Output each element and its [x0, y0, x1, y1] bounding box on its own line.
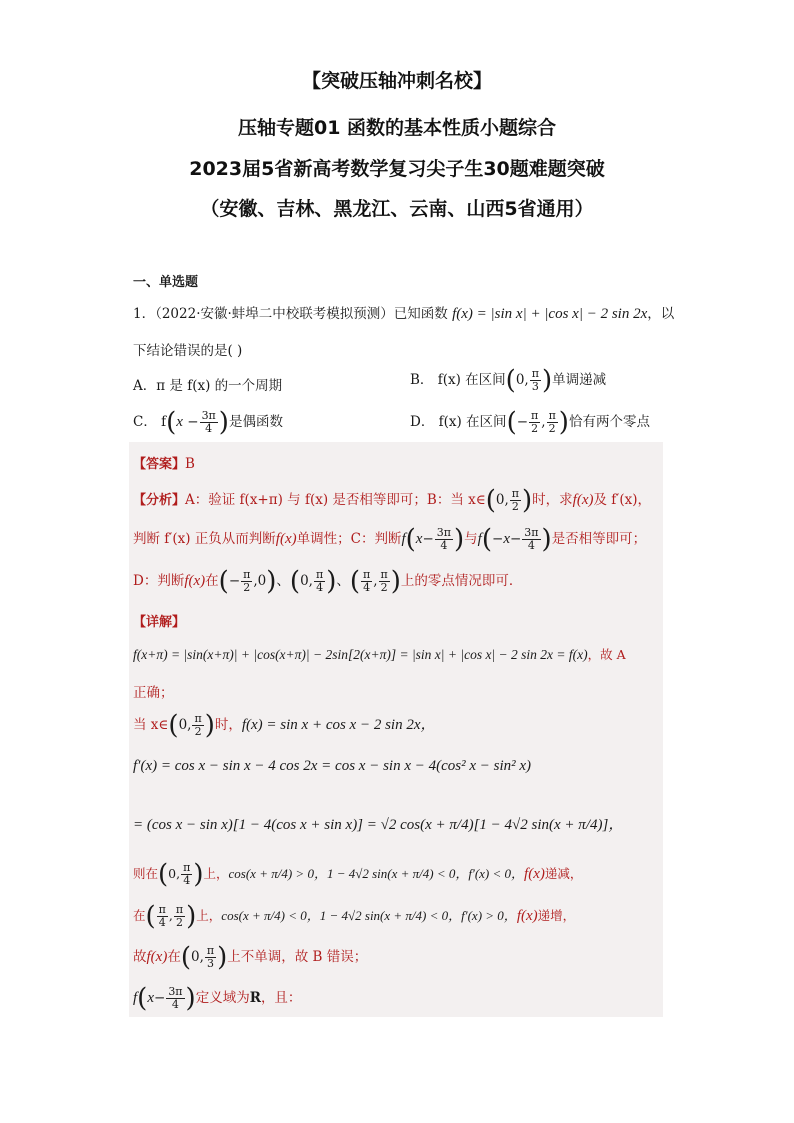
fraction-pi-over-2: $\frac{\pi}{2}$ [380, 568, 388, 594]
paren-right: ) [193, 859, 204, 890]
detail-text: 在 [167, 949, 181, 965]
analysis-line-3: D：判断f(x)在(− $\frac{\pi}{2}$ ,0)、(0, $\frac{\pi}{4}$ )、( $\frac{\pi}{4}$ , $\frac{\pi}{2}$ )上的零点情况即可． [133, 566, 523, 597]
detail-line-5 [133, 813, 623, 834]
paren-right: ) [185, 983, 196, 1014]
section-heading: 一、单选题 [133, 275, 199, 290]
analysis-label: 【分析】 [133, 493, 186, 508]
option-b-prefix: B． f(x) 在区间 [410, 372, 506, 388]
analysis-text: 上的零点情况即可． [400, 573, 523, 589]
analysis-fx: f(x) [184, 573, 206, 589]
paren-right: ) [522, 485, 533, 516]
analysis-text: 及 f′(x)， [593, 492, 652, 508]
paren-left: ( [158, 859, 169, 890]
paren-right: ) [266, 566, 277, 597]
detail-formula: = (cos x − sin x)[1 − 4(cos x + sin x)] = √2 cos(x + π/4)[1 − 4√2 sin(x + π/4)]， [133, 817, 624, 833]
analysis-text: 与 [464, 531, 478, 547]
paren-left: ( [145, 901, 156, 932]
fraction-pi-over-3: $\frac{\pi}{3}$ [206, 944, 215, 970]
detail-text: ，且： [260, 990, 302, 1006]
detail-text: 上， [203, 866, 229, 881]
analysis-text: 是否相等即可； [551, 531, 647, 547]
paren-left: ( [505, 365, 516, 396]
detail-text: 在 [133, 908, 146, 923]
paren-left: ( [485, 485, 496, 516]
detail-fx: f(x) [146, 949, 168, 965]
detail-fx: f(x) [516, 908, 538, 924]
paren-left: ( [166, 407, 177, 438]
header-title-2: 压轴专题01 函数的基本性质小题综合 [237, 117, 557, 139]
detail-line-4 [133, 758, 531, 775]
question-stem-line-1 [133, 302, 674, 323]
answer-line [133, 453, 195, 472]
analysis-text: D：判断 [133, 573, 185, 589]
option-d-prefix: D． f(x) 在区间 [410, 414, 507, 430]
option-b: B． f(x) 在区间(0, $\frac{\pi}{3}$ )单调递减 [410, 365, 607, 396]
paren-left: ( [349, 566, 360, 597]
detail-line-3: 当 x∈(0, $\frac{\pi}{2}$ )时，f(x) = sin x + cos x − 2 sin 2x， [133, 710, 436, 741]
detail-text: 则在 [133, 866, 159, 881]
paren-right: ) [204, 710, 215, 741]
question-stem-b: ，以 [647, 306, 675, 322]
fraction-3pi-over-4: $\frac{3\pi}{4}$ [168, 985, 183, 1011]
detail-label [133, 611, 185, 630]
option-c-prefix: C． f [133, 414, 167, 430]
option-a: A．π 是 f(x) 的一个周期 [133, 378, 283, 394]
fraction-3pi-over-4: $\frac{3\pi}{4}$ [524, 526, 539, 552]
detail-line-1 [133, 645, 626, 663]
option-b-suffix: 单调递减 [552, 372, 607, 388]
analysis-line-2: 判断 f′(x) 正负从而判断f(x)单调性；C：判断f(x− $\frac{3\pi}{4}$ )与f(−x− $\frac{3\pi}{4}$ )是否相等即可； [133, 524, 647, 555]
header-title-3: 2023届5省新高考数学复习尖子生30题难题突破 [189, 158, 605, 180]
analysis-fx: f(x) [275, 531, 297, 547]
fraction-pi-over-4: $\frac{\pi}{4}$ [315, 568, 324, 594]
option-d: D． f(x) 在区间(− $\frac{\pi}{2}$ , $\frac{\pi}{2}$ )恰有两个零点 [410, 407, 650, 438]
detail-line-2: 正确； [133, 685, 174, 701]
paren-right: ) [217, 942, 228, 973]
paren-right: ) [454, 524, 465, 555]
analysis-text: A：验证 f(x+π) 与 f(x) 是否相等即可；B：当 x∈ [185, 492, 486, 508]
fraction-3pi-over-4: $\frac{3\pi}{4}$ [436, 526, 452, 552]
detail-text: 时， [214, 717, 242, 733]
analysis-text: 时，求 [532, 492, 573, 508]
paren-left: ( [168, 710, 179, 741]
analysis-text: 判断 f′(x) 正负从而判断 [133, 531, 276, 547]
fraction-pi-over-2: $\frac{\pi}{2}$ [548, 409, 556, 435]
analysis-text: 在 [205, 573, 219, 589]
detail-formula: f′(x) = cos x − sin x − 4 cos 2x = cos x − sin x − 4(cos² x − sin² x) [133, 758, 532, 774]
detail-text: 上， [196, 908, 222, 923]
detail-formula: f(x+π) = |sin(x+π)| + |cos(x+π)| − 2sin[2(x+π)] = |sin x| + |cos x| − 2 sin 2x = f(x) [133, 647, 588, 662]
header-title-1: 【突破压轴冲刺名校】 [301, 70, 492, 92]
fraction-pi-over-4: $\frac{\pi}{4}$ [183, 861, 191, 887]
detail-text: 故 [133, 949, 147, 965]
option-d-suffix: 恰有两个零点 [568, 414, 650, 430]
detail-label-text: 【详解】 [133, 615, 186, 630]
fraction-pi-over-2: $\frac{\pi}{2}$ [531, 409, 539, 435]
question-stem-line-2: 下结论错误的是( ) [133, 343, 243, 359]
detail-line-6: 则在(0, $\frac{\pi}{4}$ )上，cos(x + π/4) > 0，1 − 4√2 sin(x + π/4) < 0，f′(x) < 0，f(x)递减， [133, 859, 583, 890]
question-formula: f(x) = |sin x| + |cos x| − 2 sin 2x [452, 306, 648, 322]
fraction-pi-over-4: $\frac{\pi}{4}$ [158, 903, 166, 929]
fraction-pi-over-2: $\frac{\pi}{2}$ [194, 712, 202, 738]
paren-left: ( [180, 942, 191, 973]
fraction-3pi-over-4: $\frac{3\pi}{4}$ [201, 409, 216, 435]
detail-text: 定义域为 [195, 990, 250, 1006]
paren-right: ) [558, 407, 569, 438]
paren-right: ) [541, 524, 552, 555]
answer-label: 【答案】 [133, 457, 186, 472]
detail-formula: f(x) = sin x + cos x − 2 sin 2x， [241, 717, 436, 733]
paren-right: ) [390, 566, 401, 597]
paren-left: ( [218, 566, 229, 597]
detail-line-9: f(x− $\frac{3\pi}{4}$ )定义域为R，且： [133, 983, 302, 1014]
detail-text: 递增， [537, 908, 576, 923]
header-title-4: （安徽、吉林、黑龙江、云南、山西5省通用） [200, 198, 594, 220]
paren-left: ( [405, 524, 416, 555]
detail-text: ，故 A [587, 647, 626, 662]
detail-line-8: 故f(x)在(0, $\frac{\pi}{3}$ )上不单调，故 B 错误； [133, 942, 368, 973]
answer-value: B [185, 456, 195, 472]
paren-left: ( [289, 566, 301, 597]
option-c-suffix: 是偶函数 [228, 414, 283, 430]
paren-right: ) [218, 407, 229, 438]
detail-formula: cos(x + π/4) > 0，1 − 4√2 sin(x + π/4) < 0，f′(x) < 0， [228, 866, 525, 881]
paren-right: ) [541, 365, 553, 396]
detail-line-7: 在( $\frac{\pi}{4}$ , $\frac{\pi}{2}$ )上，cos(x + π/4) < 0，1 − 4√2 sin(x + π/4) < 0，f′(x) > 0，f(x)递增， [133, 901, 576, 932]
paren-right: ) [326, 566, 337, 597]
fraction-pi-over-2: $\frac{\pi}{2}$ [243, 568, 251, 594]
analysis-line-1: 【分析】A：验证 f(x+π) 与 f(x) 是否相等即可；B：当 x∈(0, $\frac{\pi}{2}$ )时，求f(x)及 f′(x)， [133, 485, 652, 516]
detail-text: 当 x∈ [133, 717, 169, 733]
detail-text: 递减， [544, 866, 583, 881]
fraction-pi-over-2: $\frac{\pi}{2}$ [175, 903, 184, 929]
analysis-fx: f(x) [572, 492, 594, 508]
option-c: C． f(x − $\frac{3\pi}{4}$ )是偶函数 [133, 407, 283, 438]
fraction-pi-over-4: $\frac{\pi}{4}$ [363, 568, 371, 594]
paren-left: ( [481, 524, 492, 555]
question-number: 1． [133, 306, 156, 322]
detail-fx: f(x) [524, 866, 545, 882]
detail-formula: cos(x + π/4) < 0，1 − 4√2 sin(x + π/4) < 0，f′(x) > 0， [221, 908, 517, 923]
fraction-pi-over-2: $\frac{\pi}{2}$ [511, 487, 520, 513]
detail-domain: R [249, 990, 261, 1006]
paren-right: ) [186, 901, 197, 932]
detail-text: 上不单调，故 B 错误； [227, 949, 368, 965]
fraction-pi-over-3: $\frac{\pi}{3}$ [531, 367, 539, 393]
paren-left: ( [506, 407, 517, 438]
paren-left: ( [137, 983, 148, 1014]
analysis-text: 单调性；C：判断 [296, 531, 402, 547]
question-stem-a: 已知函数 [393, 306, 448, 322]
question-source: （2022·安徽·蚌埠二中校联考模拟预测） [155, 306, 394, 322]
